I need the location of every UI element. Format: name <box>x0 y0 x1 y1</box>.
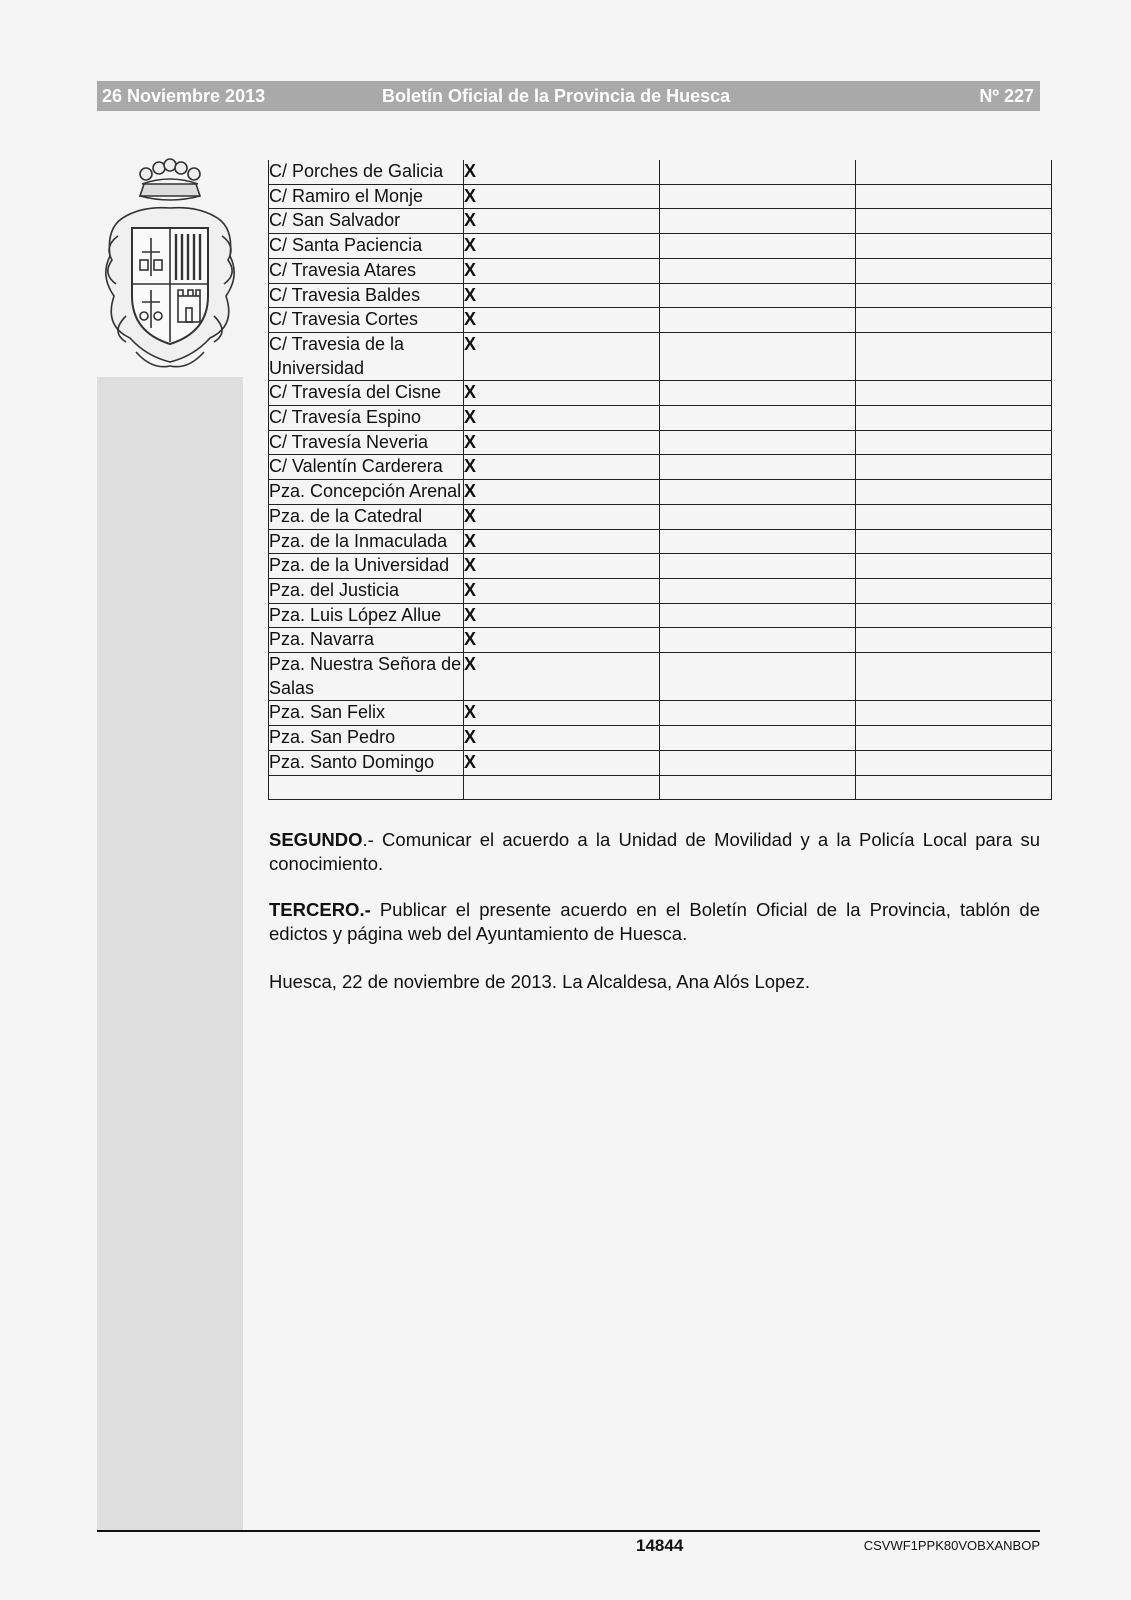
street-name-cell: C/ Travesia de la Universidad <box>269 332 464 380</box>
footer-rule <box>97 1530 1040 1532</box>
street-name-cell: C/ San Salvador <box>269 209 464 234</box>
empty-cell <box>659 381 855 406</box>
empty-cell <box>659 283 855 308</box>
verification-code: CSVWF1PPK80VOBXANBOP <box>863 1538 1040 1553</box>
mark-cell: X <box>463 480 659 505</box>
mark-cell: X <box>463 234 659 259</box>
empty-cell <box>659 628 855 653</box>
table-row <box>269 184 1052 209</box>
table-row <box>269 726 1052 751</box>
empty-cell <box>855 209 1051 234</box>
empty-cell <box>855 529 1051 554</box>
empty-cell <box>659 529 855 554</box>
empty-cell <box>659 455 855 480</box>
street-name-cell: Pza. de la Catedral <box>269 504 464 529</box>
mark-cell: X <box>463 332 659 380</box>
street-name-cell: C/ Valentín Carderera <box>269 455 464 480</box>
empty-cell <box>659 726 855 751</box>
mark-cell: X <box>463 430 659 455</box>
empty-cell <box>855 160 1051 184</box>
empty-cell <box>659 554 855 579</box>
signature-line: Huesca, 22 de noviembre de 2013. La Alcaldesa, Ana Alós Lopez. <box>269 971 810 992</box>
empty-cell <box>659 603 855 628</box>
table-row <box>269 628 1052 653</box>
table-row-empty <box>269 775 1052 799</box>
mark-cell: X <box>463 308 659 333</box>
table-row <box>269 554 1052 579</box>
empty-cell <box>855 628 1051 653</box>
empty-cell <box>855 480 1051 505</box>
street-name-cell: C/ Travesia Cortes <box>269 308 464 333</box>
mark-cell: X <box>463 750 659 775</box>
empty-cell <box>855 308 1051 333</box>
sidebar-margin <box>97 377 243 1530</box>
empty-cell <box>659 430 855 455</box>
empty-cell <box>855 701 1051 726</box>
mark-cell: X <box>463 603 659 628</box>
empty-cell <box>855 504 1051 529</box>
empty-cell <box>659 209 855 234</box>
segundo-lead: SEGUNDO <box>269 829 363 850</box>
empty-cell <box>269 775 464 799</box>
streets-table-body <box>269 160 1052 799</box>
empty-cell <box>659 701 855 726</box>
table-row <box>269 308 1052 333</box>
table-row <box>269 258 1052 283</box>
table-row <box>269 332 1052 380</box>
table-row <box>269 480 1052 505</box>
empty-cell <box>855 234 1051 259</box>
empty-cell <box>659 480 855 505</box>
street-name-cell: Pza. Concepción Arenal <box>269 480 464 505</box>
table-row <box>269 283 1052 308</box>
empty-cell <box>855 258 1051 283</box>
empty-cell <box>855 726 1051 751</box>
street-name-cell: Pza. San Felix <box>269 701 464 726</box>
empty-cell <box>659 578 855 603</box>
mark-cell: X <box>463 455 659 480</box>
street-name-cell: Pza. Nuestra Señora de Salas <box>269 653 464 701</box>
mark-cell: X <box>463 726 659 751</box>
street-name-cell: Pza. San Pedro <box>269 726 464 751</box>
page-number: 14844 <box>636 1536 684 1555</box>
empty-cell <box>659 258 855 283</box>
street-name-cell: C/ Santa Paciencia <box>269 234 464 259</box>
mark-cell: X <box>463 701 659 726</box>
header-date: 26 Noviembre 2013 <box>102 86 266 106</box>
empty-cell <box>855 554 1051 579</box>
empty-cell <box>659 653 855 701</box>
table-row <box>269 406 1052 431</box>
coat-of-arms-icon <box>96 156 244 374</box>
empty-cell <box>855 455 1051 480</box>
mark-cell: X <box>463 578 659 603</box>
table-row <box>269 234 1052 259</box>
street-name-cell: Pza. del Justicia <box>269 578 464 603</box>
streets-table <box>268 160 1052 800</box>
empty-cell <box>463 775 659 799</box>
street-name-cell: Pza. Luis López Allue <box>269 603 464 628</box>
tercero-paragraph <box>269 898 1040 946</box>
table-row <box>269 455 1052 480</box>
street-name-cell: C/ Travesia Atares <box>269 258 464 283</box>
street-name-cell: C/ Travesía Neveria <box>269 430 464 455</box>
table-row <box>269 701 1052 726</box>
tercero-text: Publicar el presente acuerdo en el Boletín Oficial de la Provincia, tablón de edictos y página web del Ayuntamiento de Huesca. <box>269 899 1040 944</box>
mark-cell: X <box>463 628 659 653</box>
empty-cell <box>855 775 1051 799</box>
table-row <box>269 529 1052 554</box>
street-name-cell: Pza. Navarra <box>269 628 464 653</box>
empty-cell <box>659 184 855 209</box>
street-name-cell: C/ Travesía Espino <box>269 406 464 431</box>
mark-cell: X <box>463 529 659 554</box>
empty-cell <box>659 775 855 799</box>
street-name-cell: Pza. de la Universidad <box>269 554 464 579</box>
street-name-cell: Pza. de la Inmaculada <box>269 529 464 554</box>
mark-cell: X <box>463 184 659 209</box>
empty-cell <box>659 332 855 380</box>
empty-cell <box>855 603 1051 628</box>
mark-cell: X <box>463 504 659 529</box>
mark-cell: X <box>463 209 659 234</box>
empty-cell <box>659 750 855 775</box>
empty-cell <box>855 430 1051 455</box>
table-row <box>269 578 1052 603</box>
tercero-lead: TERCERO.- <box>269 899 371 920</box>
table-row <box>269 160 1052 184</box>
mark-cell: X <box>463 160 659 184</box>
table-row <box>269 381 1052 406</box>
table-row <box>269 653 1052 701</box>
table-row <box>269 209 1052 234</box>
empty-cell <box>855 283 1051 308</box>
empty-cell <box>659 504 855 529</box>
segundo-text: .- Comunicar el acuerdo a la Unidad de Movilidad y a la Policía Local para su conocimiento. <box>269 829 1040 874</box>
empty-cell <box>659 308 855 333</box>
empty-cell <box>855 381 1051 406</box>
street-name-cell: C/ Ramiro el Monje <box>269 184 464 209</box>
street-name-cell: C/ Porches de Galicia <box>269 160 464 184</box>
mark-cell: X <box>463 554 659 579</box>
empty-cell <box>855 750 1051 775</box>
street-name-cell: C/ Travesía del Cisne <box>269 381 464 406</box>
table-row <box>269 430 1052 455</box>
empty-cell <box>855 406 1051 431</box>
header-issue-number: Nº 227 <box>979 86 1034 106</box>
page-header <box>97 81 1040 111</box>
empty-cell <box>659 406 855 431</box>
table-row <box>269 603 1052 628</box>
segundo-paragraph <box>269 828 1040 876</box>
table-row <box>269 750 1052 775</box>
empty-cell <box>855 653 1051 701</box>
empty-cell <box>855 332 1051 380</box>
empty-cell <box>659 160 855 184</box>
empty-cell <box>855 578 1051 603</box>
header-title: Boletín Oficial de la Provincia de Huesca <box>382 86 731 106</box>
mark-cell: X <box>463 653 659 701</box>
mark-cell: X <box>463 406 659 431</box>
table-row <box>269 504 1052 529</box>
mark-cell: X <box>463 258 659 283</box>
mark-cell: X <box>463 381 659 406</box>
street-name-cell: Pza. Santo Domingo <box>269 750 464 775</box>
empty-cell <box>659 234 855 259</box>
empty-cell <box>855 184 1051 209</box>
street-name-cell: C/ Travesia Baldes <box>269 283 464 308</box>
mark-cell: X <box>463 283 659 308</box>
